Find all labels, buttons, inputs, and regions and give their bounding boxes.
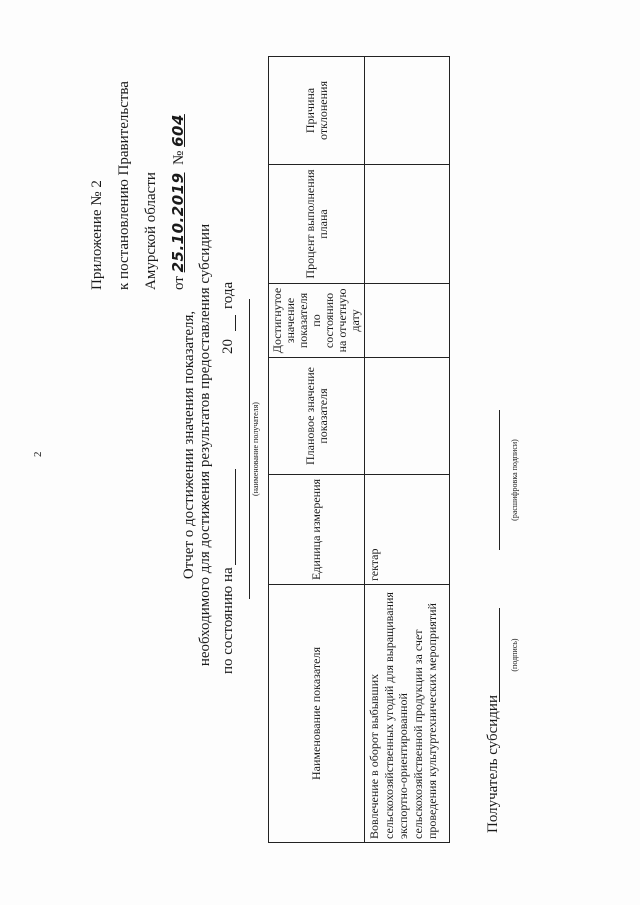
recipient-caption: (наименование получателя) bbox=[251, 402, 260, 496]
col-header-unit: Единица измерения bbox=[269, 475, 365, 585]
col-header-planned: Плановое значение показателя bbox=[269, 358, 365, 475]
appendix-region: Амурской области bbox=[143, 172, 159, 290]
cell-reason bbox=[365, 57, 450, 165]
handwritten-date: 25.10.2019 bbox=[169, 172, 187, 273]
year-prefix: 20 bbox=[220, 339, 236, 354]
year-suffix: года bbox=[220, 281, 236, 309]
cell-achieved bbox=[365, 284, 450, 358]
cell-indicator: Вовлечение в оборот выбывших сельскохозяйственных угодий для выращивания экспортно-ориентированной сельскохозяйственной продукции за счет проведения культуртехнических мероприятий bbox=[365, 585, 450, 843]
cell-percent bbox=[365, 165, 450, 284]
page-number: 2 bbox=[32, 451, 44, 457]
handwritten-number: 604 bbox=[169, 114, 187, 147]
appendix-title: Приложение № 2 bbox=[89, 180, 105, 290]
signature-decoding-blank bbox=[499, 410, 500, 550]
table-header-row bbox=[269, 57, 365, 843]
col-header-percent: Процент выполнения плана bbox=[269, 165, 365, 284]
col-header-indicator: Наименование показателя bbox=[269, 585, 365, 843]
signature-caption: (подпись) bbox=[510, 638, 519, 672]
indicator-table bbox=[268, 56, 450, 843]
col-header-achieved: Достигнутое значение показателя по состоянию на отчетную дату bbox=[269, 284, 365, 358]
appendix-block bbox=[84, 0, 193, 290]
date-blank bbox=[235, 469, 236, 565]
as-of-label: по состоянию на bbox=[220, 567, 236, 674]
cell-planned bbox=[365, 358, 450, 475]
number-prefix: № bbox=[171, 150, 187, 165]
cell-unit: гектар bbox=[365, 475, 450, 585]
recipient-signature-label: Получатель субсидии bbox=[485, 695, 501, 833]
signature-blank bbox=[499, 608, 500, 702]
col-header-reason: Причина отклонения bbox=[269, 57, 365, 165]
date-prefix: от bbox=[171, 276, 187, 290]
appendix-decree: к постановлению Правительства bbox=[116, 81, 132, 290]
signature-decoding-caption: (расшифровка подписи) bbox=[510, 439, 519, 521]
title-line-1: Отчет о достижении значения показателя, bbox=[181, 310, 197, 580]
title-line-2: необходимого для достижения результатов предоставления субсидии bbox=[197, 223, 213, 667]
report-title bbox=[181, 165, 213, 725]
recipient-blank bbox=[249, 299, 250, 599]
table-row bbox=[365, 57, 450, 843]
year-blank bbox=[235, 315, 236, 331]
